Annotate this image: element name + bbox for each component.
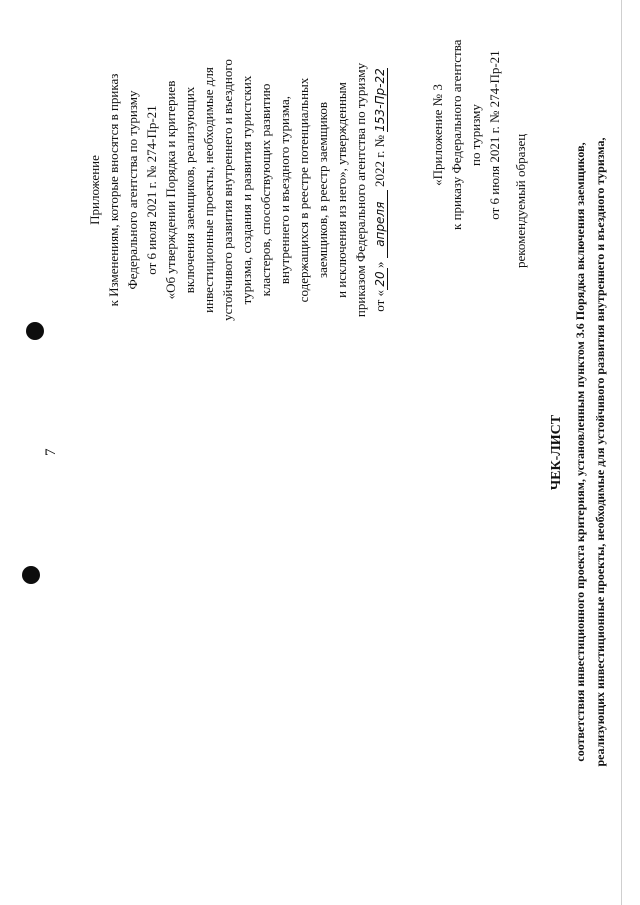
document-subtitle — [570, 7, 610, 897]
appendix-line: к Изменениям, которые вносятся в приказ — [106, 73, 121, 307]
appendix-heading: Приложение — [87, 155, 102, 225]
annex-block — [428, 40, 504, 230]
appendix-line: кластеров, способствующих развитию — [258, 83, 273, 297]
appendix-line: заемщиков, в реестр заемщиков — [315, 102, 330, 278]
appendix-line: туризма, создания и развития туристских — [239, 75, 254, 305]
appendix-line: содержащихся в реестре потенциальных — [296, 77, 311, 303]
appendix-line: устойчивого развития внутреннего и въездного — [220, 59, 235, 321]
handwritten-day: 20 — [373, 268, 388, 290]
appendix-line: Федерального агентства по туризму — [125, 90, 140, 290]
appendix-line: внутреннего и въездного туризма, — [277, 95, 292, 285]
appendix-line: и исключения из него», утвержденным — [334, 82, 349, 298]
handwritten-order-number: 153-Пр-22 — [373, 68, 387, 132]
appendix-line: приказом Федерального агентства по туризму — [353, 62, 368, 318]
appendix-date-line — [370, 10, 389, 370]
subtitle-line: соответствия инвестиционного проекта критериям, установленным пунктом 3.6 Порядка включения заемщиков, — [573, 142, 587, 762]
appendix-line: от 6 июля 2021 г. № 274-Пр-21 — [144, 105, 159, 275]
appendix-block — [85, 10, 389, 370]
appendix-line: «Об утверждении Порядка и критериев — [163, 80, 178, 300]
annex-line: к приказу Федерального агентства — [449, 39, 464, 230]
annex-line: от 6 июля 2021 г. № 274-Пр-21 — [487, 50, 502, 220]
date-year: 2022 г. № — [372, 134, 387, 187]
document-title: ЧЕК-ЛИСТ — [549, 414, 564, 491]
date-mid: » — [372, 261, 387, 268]
appendix-line: инвестиционные проекты, необходимые для — [201, 67, 216, 313]
appendix-line: включения заемщиков, реализующих — [182, 86, 197, 294]
date-prefix: от « — [372, 290, 387, 312]
annex-line: «Приложение № 3 — [430, 84, 445, 186]
subtitle-line: реализующих инвестиционные проекты, необходимые для устойчивого развития внутреннего и въездного туризма, — [593, 137, 607, 767]
handwritten-month: апреля — [373, 190, 388, 258]
annex-line: по туризму — [468, 104, 483, 166]
page-number: 7 — [43, 448, 59, 456]
sample-label: рекомендуемый образец — [513, 133, 528, 268]
